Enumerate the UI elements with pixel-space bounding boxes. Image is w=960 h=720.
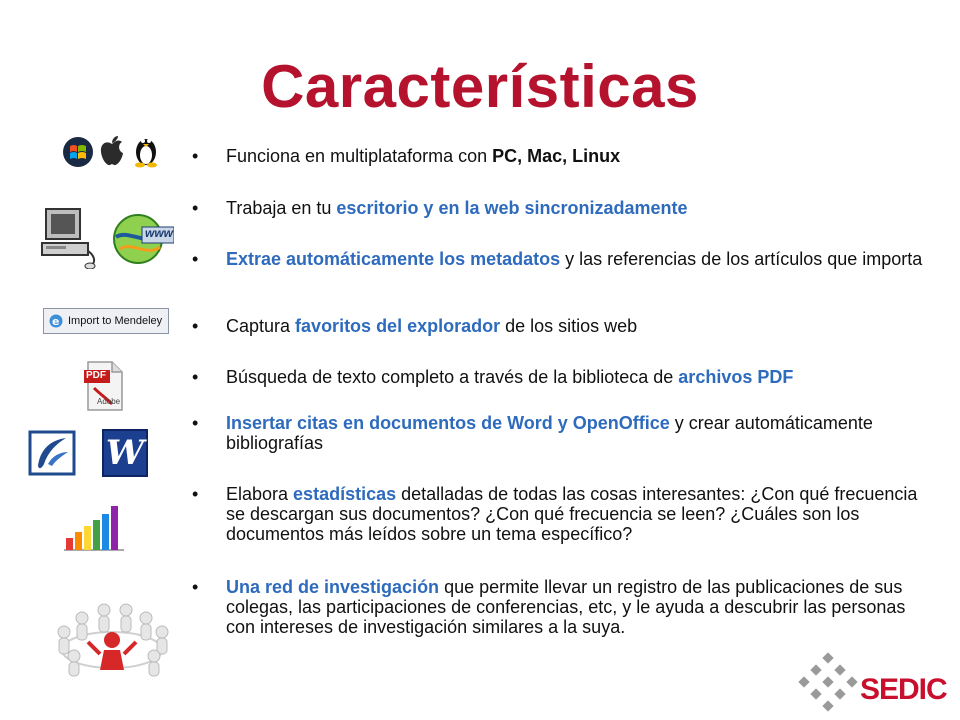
bullet-item-metadata (192, 249, 932, 269)
bullet-text-segment: Extrae automáticamente los metadatos (226, 249, 561, 269)
bullet-text (226, 146, 932, 166)
bullet-item-pdf-search (192, 367, 932, 387)
windows-icon (62, 136, 94, 168)
bullet-item-multiplatform (192, 146, 932, 166)
bullet-text-segment: estadísticas (293, 484, 397, 504)
research-network-icon (50, 588, 174, 680)
bullet-text-segment: y crear automáticamente bibliografías (226, 413, 873, 453)
bullet-dot: • (192, 413, 199, 433)
bullet-text (226, 316, 932, 336)
bullet-dot: • (192, 249, 199, 269)
ie-browser-icon (48, 313, 64, 329)
linux-tux-icon (131, 132, 161, 168)
bullet-text-segment: Trabaja en tu (226, 198, 337, 218)
sedic-logo-text: SEDIC (860, 673, 947, 706)
bullet-text-segment: Una red de investigación (226, 577, 440, 597)
bullet-text-segment: Búsqueda de texto completo a través de la biblioteca de (226, 367, 679, 387)
desktop-computer-icon (38, 205, 102, 269)
statistics-chart-icon (62, 500, 128, 556)
bullet-text (226, 484, 932, 544)
bullet-item-sync (192, 198, 932, 218)
bullet-item-favorites (192, 316, 932, 336)
apple-icon (98, 134, 126, 168)
bullet-text-segment: y las referencias de los artículos que importa (560, 249, 923, 269)
bullet-text-segment: Insertar citas en documentos de Word y OpenOffice (226, 413, 670, 433)
bullet-text-segment: archivos PDF (678, 367, 794, 387)
bullet-text (226, 249, 932, 269)
bullet-text-segment: Elabora (226, 484, 294, 504)
bullet-dot: • (192, 577, 199, 597)
bullet-item-statistics (192, 484, 932, 544)
slide-title: Características (261, 53, 699, 120)
bullet-text (226, 367, 932, 387)
bullet-text (226, 413, 932, 453)
bullet-text-segment: detalladas de todas las cosas interesantes: ¿Con qué frecuencia se descargan sus documentos? ¿Con qué frecuencia se leen? ¿Cuáles son los documentos más leídos sobre un tema específico? (226, 484, 918, 544)
svg-text:e: e (52, 315, 60, 328)
www-label: www (145, 226, 174, 240)
openoffice-icon (26, 430, 78, 476)
bullet-dot: • (192, 484, 199, 504)
bullet-text-segment: Funciona en multiplataforma con (226, 146, 493, 166)
bullet-item-network (192, 577, 932, 637)
bullet-text-segment: escritorio y en la web sincronizadamente (336, 198, 688, 218)
import-to-mendeley-button[interactable] (43, 308, 169, 334)
word-icon: W (102, 429, 148, 477)
bullet-text (226, 577, 932, 637)
bullet-dot: • (192, 198, 199, 218)
adobe-label: Adobe (97, 397, 121, 406)
bullet-dot: • (192, 316, 199, 336)
bullet-text-segment: Captura (226, 316, 296, 336)
sedic-logo-mark (796, 652, 860, 716)
bullet-text-segment: que permite llevar un registro de las publicaciones de sus colegas, las participaciones de conferencias, etc, y le ayuda a descubrir las personas con intereses de investigación similares a la suya. (226, 577, 906, 637)
bullet-text (226, 198, 932, 218)
import-to-mendeley-label: Import to Mendeley (68, 315, 163, 327)
bullet-text-segment: de los sitios web (500, 316, 638, 336)
bullet-dot: • (192, 367, 199, 387)
pdf-label: PDF (86, 370, 106, 381)
bullet-text-segment: favoritos del explorador (295, 316, 501, 336)
bullet-item-citations (192, 413, 932, 453)
bullet-text-segment: PC, Mac, Linux (492, 146, 621, 166)
bullet-dot: • (192, 146, 199, 166)
